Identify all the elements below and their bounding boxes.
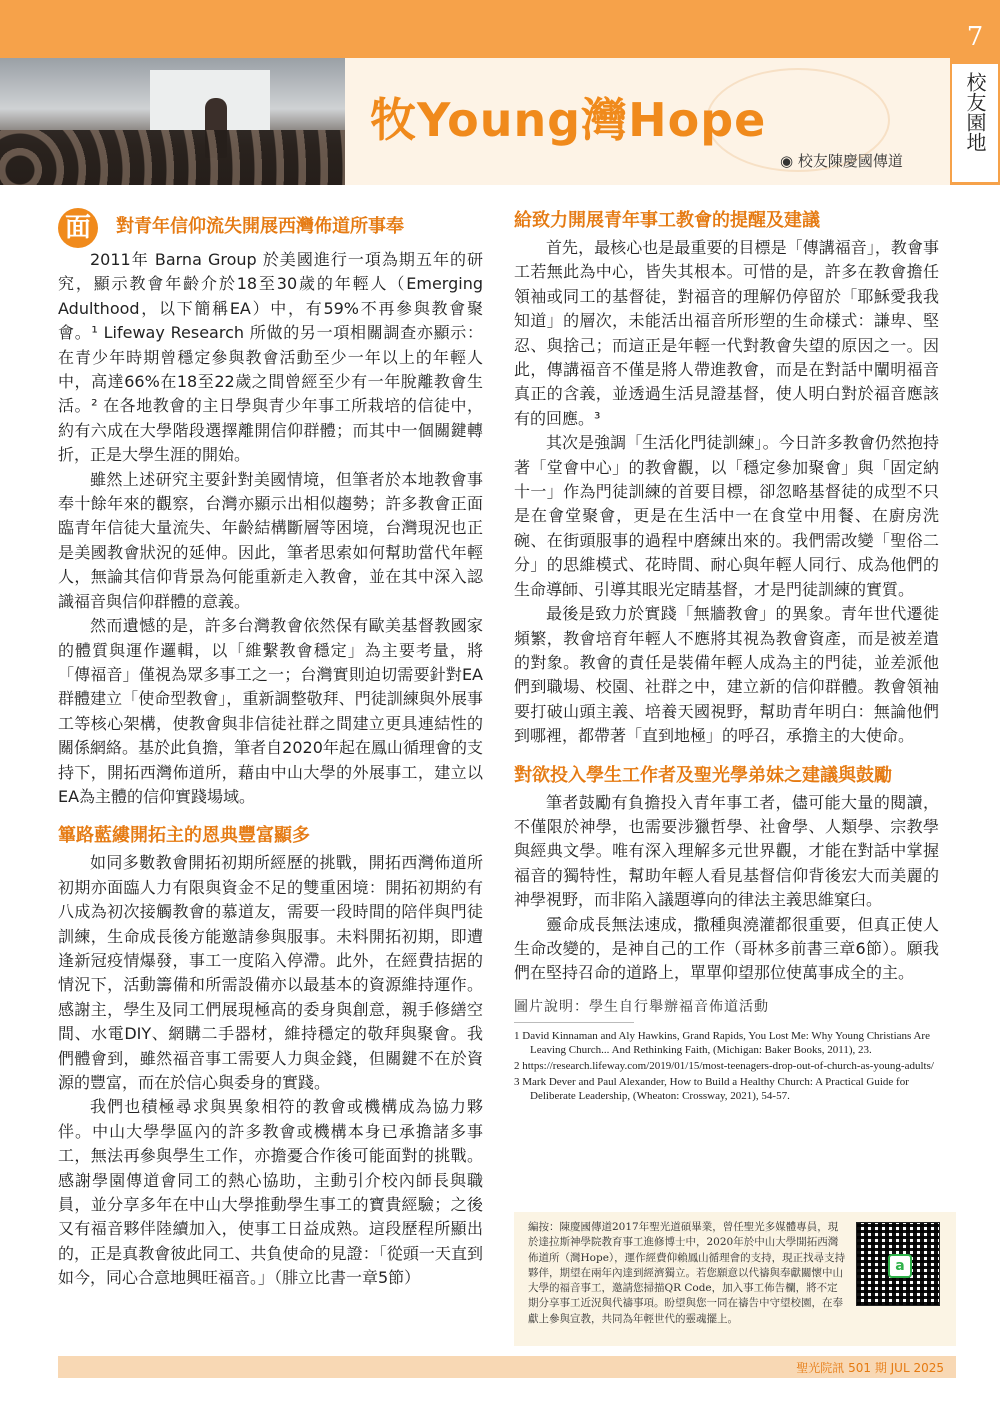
- footer-issue: 聖光院訊 501 期 JUL 2025: [796, 1361, 944, 1375]
- section-label-text: 校友園地: [963, 72, 987, 152]
- section-heading-3: 給致力開展青年事工教會的提醒及建議: [514, 210, 820, 231]
- paragraph: 其次是強調「生活化門徒訓練」。今日許多教會仍然抱持著「堂會中心」的教會觀，以「穩定參加聚會」與「固定納十一」作為門徒訓練的首要目標，卻忽略基督徒的成型不只是在會堂聚會，更是在生活中一在食堂中用餐、在廚房洗碗、在街頭服事的過程中磨練出來的。我們需改變「聖俗二分」的思維模式、花時間、耐心與年輕人同行、成為他們的生命導師、引導其眼光定睛基督，才是門徒訓練的實質。: [514, 433, 939, 599]
- paragraph: 最後是致力於實踐「無牆教會」的異象。青年世代遷徙頻繁，教會培育年輕人不應將其視為教會資產，而是被差遣的對象。教會的責任是裝備年輕人成為主的門徒，並差派他們到職場、校園、社群之中，建立新的信仰群體。教會領袖要打破山頭主義、培養天國視野，幫助青年明白：無論他們到哪裡，都帶著「直到地極」的呼召，承擔主的大使命。: [514, 604, 939, 746]
- editor-note: 編按：陳慶國傳道2017年聖光道碩畢業，曾任聖光多媒體專員，現於達拉斯神學院教育事工進修博士中，2020年於中山大學開拓西灣佈道所（灣Hope），運作經費仰賴鳳山循理會的支持，現正找尋支持夥伴，期望在兩年內達到經濟獨立。若您願意以代禱與奉獻關懷中山大學的福音事工，邀請您掃描QR Code，加入事工佈告欄，將不定期分享事工近況與代禱事項。盼望與您一同在禱告中守望校園，在奉獻上參與宣教，共同為年輕世代的靈魂擺上。: [528, 1221, 846, 1325]
- section-label: [952, 64, 998, 182]
- author-byline: ◉ 校友陳慶國傳道: [780, 152, 903, 170]
- paragraph: 雖然上述研究主要針對美國情境，但筆者於本地教會事奉十餘年來的觀察，台灣亦顯示出相似趨勢；許多教會正面臨青年信徒大量流失、年齡結構斷層等困境，台灣現況也正是美國教會狀況的延伸。因此，筆者思索如何幫助當代年輕人，無論其信仰背景為何能重新走入教會，並在其中深入認識福音與信仰群體的意義。: [58, 469, 483, 611]
- paragraph: 我們也積極尋求與異象相符的教會或機構成為協力夥伴。中山大學學區內的許多教會或機構本身已承擔諸多事工，無法再參與學生工作，亦擔憂合作後可能面對的挑戰。感謝學園傳道會同工的熱心協助，主動引介校內師長與職員，並分享多年在中山大學推動學生事工的寶貴經驗；之後又有福音夥伴陸續加入，使事工日益成熟。這段歷程所顯出的，正是真教會彼此同工、共負使命的見證：「從頭一天直到如今，同心合意地興旺福音。」（腓立比書一章5節）: [58, 1097, 483, 1288]
- footnote-divider: [514, 1022, 634, 1023]
- paragraph: 靈命成長無法速成，撒種與澆灌都很重要，但真正使人生命改變的，是神自己的工作（哥林多前書三章6節）。願我們在堅持召命的道路上，單單仰望那位使萬事成全的主。: [514, 914, 939, 983]
- photo-caption: 圖片說明：學生自行舉辦福音佈道活動: [514, 998, 769, 1015]
- dropcap-icon: 面: [58, 208, 98, 248]
- paragraph: 2011年 Barna Group 於美國進行一項為期五年的研究，顯示教會年齡介於18至30歲的年輕人（Emerging Adulthood，以下簡稱EA）中，有59%不再參與教會聚會。¹ Lifeway Research 所做的另一項相關調查亦顯示：在青少年時期曾穩定參與教會活動至少一年以上的年輕人中，高達66%在18至22歲之間曾經至少有一年脫離教會生活。² 在各地教會的主日學與青少年事工所栽培的信徒中，約有六成在大學階段選擇離開信仰群體；而其中一個關鍵轉折，正是大學生涯的開始。: [58, 250, 483, 465]
- page-footer: [58, 1356, 956, 1378]
- paragraph: 如同多數教會開拓初期所經歷的挑戰，開拓西灣佈道所初期亦面臨人力有限與資金不足的雙重困境：開拓初期約有八成為初次接觸教會的慕道友，需要一段時間的陪伴與門徒訓練，生命成長後方能邀請參與服事。未料開拓初期，即遭逢新冠疫情爆發，事工一度陷入停滯。此外，在經費拮据的情況下，活動籌備和所需設備亦以最基本的資源維持運作。感謝主，學生及同工們展現極高的委身與創意，親手修繕空間、水電DIY、網購二手器材，維持穩定的敬拜與聚會。我們體會到，雖然福音事工需要人力與金錢，但關鍵不在於資源的豐富，而在於信心與委身的實踐。: [58, 853, 483, 1092]
- paragraph: 然而遺憾的是，許多台灣教會依然保有歐美基督教國家的體質與運作邏輯，以「維繫教會穩定」為主要考量，將「傳福音」僅視為眾多事工之一；台灣實則迫切需要針對EA群體建立「使命型教會」，重新調整敬拜、門徒訓練與外展事工等核心架構，使教會與非信徒社群之間建立更具連結性的關係網絡。基於此負擔，筆者自2020年起在鳳山循理會的支持下，開拓西灣佈道所，藉由中山大學的外展事工，建立以EA為主體的信仰實踐場域。: [58, 616, 483, 806]
- footnote: 1 David Kinnaman and Aly Hawkins, Grand Rapids, You Lost Me: Why Young Christians Are Leaving Church... And Rethinking Faith, (Michigan: Baker Books, 2011), 23.: [514, 1029, 930, 1056]
- section-heading-4: 對欲投入學生工作者及聖光學弟妹之建議與鼓勵: [514, 764, 892, 786]
- header-photo: [0, 58, 345, 185]
- footnote[interactable]: 2 https://research.lifeway.com/2019/01/15/most-teenagers-drop-out-of-church-as-young-adults/: [514, 1059, 934, 1072]
- right-column: [514, 208, 939, 1105]
- paragraph: 筆者鼓勵有負擔投入青年事工者，儘可能大量的閱讀，不僅限於神學，也需要涉獵哲學、社會學、人類學、宗教學與經典文學。唯有深入理解多元世界觀，才能在對話中掌握福音的獨特性，幫助年輕人看見基督信仰背後宏大而美麗的神學視野，而非陷入議題導向的律法主義思維窠臼。: [514, 792, 939, 910]
- page-title: 牧Young灣Hope: [370, 93, 767, 147]
- audience: [0, 130, 345, 185]
- section-heading-2: 篳路藍縷開拓主的恩典豐富顯多: [58, 825, 310, 847]
- paragraph: 首先，最核心也是最重要的目標是「傳講福音」，教會事工若無此為中心，皆失其根本。可惜的是，許多在教會擔任領袖或同工的基督徒，對福音的理解仍停留於「耶穌愛我我知道」的層次，未能活出福音所形塑的生命樣式：謙卑、堅忍、與捨己；而這正是年輕一代對教會失望的原因之一。因此，傳講福音不僅是將人帶進教會，而是在對話中闡明福音真正的含義，並透過生活見證基督，使人明白對於福音應該有的回應。³: [514, 238, 939, 428]
- section-heading-1: 對青年信仰流失開展西灣佈道所事奉: [116, 216, 404, 237]
- left-column: [58, 208, 483, 1291]
- editor-note-box: [514, 1212, 956, 1346]
- footnote: 3 Mark Dever and Paul Alexander, How to Build a Healthy Church: A Practical Guide for Deliberate Leadership, (Wheaton: Crossway, 2021), 54-57.: [514, 1075, 909, 1102]
- page-number: 7: [966, 22, 984, 52]
- qr-code-icon[interactable]: a: [856, 1222, 940, 1306]
